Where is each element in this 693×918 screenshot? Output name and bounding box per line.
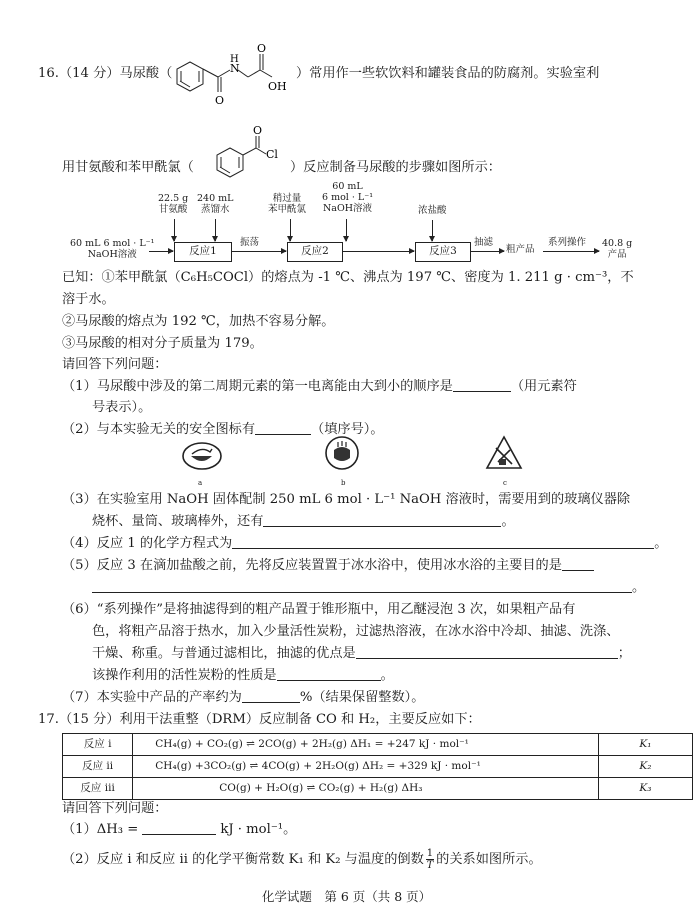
- safety-icon-a-hot: [180, 440, 224, 470]
- flow-op-shake: 振荡: [240, 237, 260, 248]
- answer-blank-2[interactable]: [255, 422, 311, 435]
- reaction1-box: 反应1: [174, 242, 232, 262]
- q16-6-line4: 该操作利用的活性炭粉的性质是 。: [92, 668, 394, 683]
- icon-label-a: a: [198, 479, 203, 487]
- q16-intro-end: ）常用作一些软饮料和罐装食品的防腐剂。实验室利: [296, 66, 600, 81]
- benzoyl-chloride-structure: [208, 124, 290, 182]
- flow-add-benzoyl: 稍过量 苯甲酰氯: [268, 193, 307, 215]
- reaction-name: 反应 ⅲ: [63, 778, 133, 800]
- answer-blank-4[interactable]: [232, 536, 654, 549]
- icon-label-b: b: [341, 479, 346, 487]
- flow-product: 40.8 g 产品: [602, 238, 633, 260]
- arrow-to-reaction2: [231, 251, 286, 252]
- answer-blank-6b[interactable]: [277, 668, 381, 681]
- feed-arrow-2: [215, 219, 216, 241]
- feed-arrow-4: [346, 219, 347, 241]
- q17-1-text: （1）ΔH₃ = kJ · mol⁻¹。: [62, 822, 297, 837]
- reaction-k: K₁: [598, 734, 692, 756]
- reaction-equation: CH₄(g) + CO₂(g) ⇌ 2CO(g) + 2H₂(g) ΔH₁ = +247 kJ · mol⁻¹: [133, 734, 599, 756]
- atom-o-acid: O: [257, 42, 267, 55]
- q16-1-text: （1）马尿酸中涉及的第二周期元素的第一电离能由大到小的顺序是 （用元素符: [62, 379, 577, 394]
- answer-blank-5b[interactable]: [92, 580, 632, 593]
- answer-blank-1[interactable]: [453, 379, 511, 392]
- flow-op-series: 系列操作: [548, 237, 587, 248]
- atom-o-amide: O: [215, 94, 225, 107]
- safety-icon-b-handwash: [324, 434, 360, 472]
- q16-6-line2: 色，将粗产品溶于热水，加入少量活性炭粉，过滤热溶液，在冰水浴中冷却、抽滤、洗涤、: [92, 624, 620, 639]
- known-1: 已知：①苯甲酰氯（C₆H₅COCl）的熔点为 -1 ℃、沸点为 197 ℃、密度为 1. 211 g · cm⁻³，不: [62, 270, 634, 285]
- flow-add-naoh: 60 mL 6 mol · L⁻¹ NaOH溶液: [322, 181, 374, 214]
- reaction-name: 反应 ⅰ: [63, 734, 133, 756]
- reaction-k: K₃: [598, 778, 692, 800]
- feed-arrow-5: [432, 220, 433, 241]
- q16-4-text: （4）反应 1 的化学方程式为 。: [62, 536, 668, 551]
- answer-blank-5a[interactable]: [562, 558, 594, 571]
- q16-2-text: （2）与本实验无关的安全图标有 （填序号）。: [62, 422, 384, 437]
- flow-op-filter: 抽滤: [474, 237, 494, 248]
- reaction3-box: 反应3: [415, 242, 471, 262]
- reaction-k: K₂: [598, 756, 692, 778]
- reaction-equation: CO(g) + H₂O(g) ⇌ CO₂(g) + H₂(g) ΔH₃: [133, 778, 599, 800]
- q16-prompt: 请回答下列问题：: [62, 357, 168, 372]
- icon-label-c: c: [503, 479, 507, 487]
- answer-blank-7[interactable]: [242, 690, 300, 703]
- q17-2-text: （2）反应 ⅰ 和反应 ⅱ 的化学平衡常数 K₁ 和 K₂ 与温度的倒数 $\frac{1}{T}$ 的关系如图所示。: [62, 848, 542, 871]
- flow-crude: 粗产品: [506, 244, 535, 255]
- arrow-to-crude: [470, 251, 504, 252]
- q17-head: 17.（15 分）利用干法重整（DRM）反应制备 CO 和 H₂，主要反应如下：: [38, 712, 481, 727]
- q16-intro-start: 16.（14 分）马尿酸（: [38, 66, 173, 81]
- arrow-to-product: [543, 251, 599, 252]
- arrow-to-reaction3: [342, 251, 414, 252]
- reaction-equation: CH₄(g) +3CO₂(g) ⇌ 4CO(g) + 2H₂O(g) ΔH₂ = +329 kJ · mol⁻¹: [133, 756, 599, 778]
- answer-blank-6a[interactable]: [356, 646, 618, 659]
- q16-6-line3: 干燥、称重。与普通过滤相比，抽滤的优点是 ；: [92, 646, 631, 661]
- arrow-to-reaction1: [149, 251, 173, 252]
- known-3: ③马尿酸的相对分子质量为 179。: [62, 336, 263, 351]
- q16-5-text: （5）反应 3 在滴加盐酸之前，先将反应装置置于冰水浴中，使用冰水浴的主要目的是: [62, 558, 594, 575]
- q16-5-cont: 。: [92, 580, 645, 597]
- atom-oh: OH: [268, 80, 287, 93]
- table-row: [63, 778, 693, 800]
- reaction2-box: 反应2: [287, 242, 343, 262]
- atom-cl: Cl: [266, 148, 278, 161]
- feed-arrow-1: [174, 219, 175, 241]
- flow-start: 60 mL 6 mol · L⁻¹ NaOH溶液: [70, 238, 155, 260]
- q16-3-cont: 烧杯、量筒、玻璃棒外，还有 。: [92, 514, 515, 529]
- answer-blank-3[interactable]: [263, 514, 501, 527]
- reaction-table: [62, 733, 693, 800]
- atom-h: H: [230, 54, 239, 65]
- table-row: [63, 734, 693, 756]
- known-2: ②马尿酸的熔点为 192 ℃，加热不容易分解。: [62, 314, 335, 329]
- hippuric-acid-structure: [168, 42, 296, 112]
- answer-blank-17-1[interactable]: [142, 822, 216, 835]
- flow-add-glycine: 22.5 g 甘氨酸: [158, 193, 189, 215]
- flow-add-hcl: 浓盐酸: [418, 205, 447, 216]
- q17-prompt: 请回答下列问题：: [62, 801, 168, 816]
- feed-arrow-3: [290, 219, 291, 241]
- table-row: [63, 756, 693, 778]
- q16-6-text: （6）“系列操作”是将抽滤得到的粗产品置于锥形瓶中，用乙醚浸泡 3 次，如果粗产品有: [62, 602, 576, 617]
- reaction-name: 反应 ⅱ: [63, 756, 133, 778]
- fraction-1-over-t: $\frac{1}{T}$: [426, 848, 434, 871]
- q16-7-text: （7）本实验中产品的产率约为 %（结果保留整数）。: [62, 690, 425, 705]
- q16-line2-start: 用甘氨酸和苯甲酰氯（: [62, 160, 194, 175]
- atom-o: O: [253, 124, 263, 137]
- q16-1-cont: 号表示）。: [92, 400, 152, 415]
- atom-n: N: [230, 62, 240, 75]
- page-footer: 化学试题 第 6 页（共 8 页）: [261, 889, 432, 904]
- q16-line2-end: ）反应制备马尿酸的步骤如图所示：: [290, 160, 501, 175]
- q16-3-text: （3）在实验室用 NaOH 固体配制 250 mL 6 mol · L⁻¹ NaOH 溶液时，需要用到的玻璃仪器除: [62, 492, 631, 507]
- flow-add-water: 240 mL 蒸馏水: [197, 193, 234, 215]
- safety-icon-c-sharp: [484, 434, 524, 472]
- known-1b: 溶于水。: [62, 292, 115, 307]
